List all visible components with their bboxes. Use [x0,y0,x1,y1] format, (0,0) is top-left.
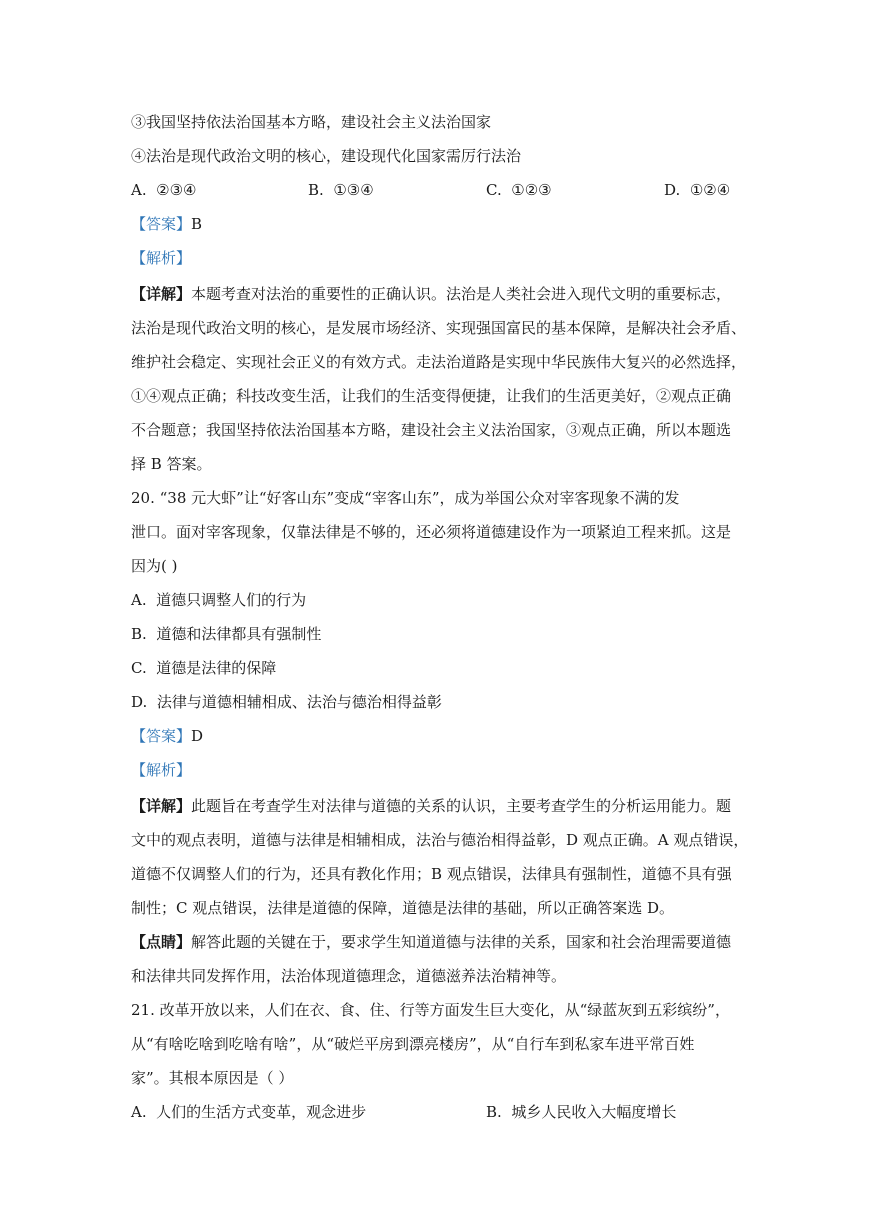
q20-detail-line: 【详解】此题旨在考查学生对法律与道德的关系的认识，主要考查学生的分析运用能力。题 [131,797,732,815]
q19-option-d: D. ①②④ [664,181,731,199]
q20-option-b: B. 道德和法律都具有强制性 [131,625,322,643]
q19-detail-line: 维护社会稳定、实现社会正义的有效方式。走法治道路是实现中华民族伟大复兴的必然选择， [131,353,747,371]
q21-option-b: B. 城乡人民收入大幅度增长 [486,1103,677,1121]
q19-answer [131,214,202,234]
q19-item-4: ④法治是现代政治文明的核心，建设现代化国家需厉行法治 [131,147,522,165]
q20-option-d: D. 法律与道德相辅相成、法治与德治相得益彰 [131,693,442,711]
q21-stem-line: 21. 改革开放以来，人们在衣、食、住、行等方面发生巨大变化，从“绿蓝灰到五彩缤纷”， [131,1001,730,1019]
q21-stem-line: 从“有啥吃啥到吃啥有啥”，从“破烂平房到漂亮楼房”，从“自行车到私家车进平常百姓 [131,1035,695,1053]
q20-answer [131,726,203,746]
detail-tag: 【详解】 [131,285,192,303]
q20-option-c: C. 道德是法律的保障 [131,659,277,677]
q20-stem-line: 因为( ) [131,557,178,575]
q19-option-c: C. ①②③ [486,181,552,199]
q20-stem-line: 20. “38 元大虾”让“好客山东”变成“宰客山东”，成为举国公众对宰客现象不满的发 [131,489,680,507]
q20-point-line: 和法律共同发挥作用，法治体现道德理念，道德滋养法治精神等。 [131,967,567,985]
q19-detail-line: 【详解】本题考查对法治的重要性的正确认识。法治是人类社会进入现代文明的重要标志， [131,285,732,303]
analysis-tag: 【解析】 [131,761,192,779]
q19-detail-line: ①④观点正确；科技改变生活，让我们的生活变得便捷，让我们的生活更美好，②观点正确 [131,387,732,405]
q21-stem-line: 家”。其根本原因是（ ） [131,1069,294,1087]
answer-value: B [191,215,203,233]
q19-option-a: A. ②③④ [131,181,197,199]
q20-detail-line: 制性；C 观点错误，法律是道德的保障，道德是法律的基础，所以正确答案选 D。 [131,899,675,917]
q20-stem-line: 泄口。面对宰客现象，仅靠法律是不够的，还必须将道德建设作为一项紧迫工程来抓。这是 [131,523,732,541]
q19-option-b: B. ①③④ [308,181,374,199]
q21-option-a: A. 人们的生活方式变革，观念进步 [131,1103,367,1121]
answer-tag: 【答案】 [131,215,192,233]
q19-detail-line: 不合题意；我国坚持依法治国基本方略，建设社会主义法治国家，③观点正确，所以本题选 [131,421,732,439]
answer-value: D [191,727,204,745]
q19-item-3: ③我国坚持依法治国基本方略，建设社会主义法治国家 [131,113,492,131]
q19-analysis [131,248,191,268]
q20-option-a: A. 道德只调整人们的行为 [131,591,307,609]
q20-detail-line: 文中的观点表明，道德与法律是相辅相成，法治与德治相得益彰，D 观点正确。A 观点错误， [131,831,749,849]
analysis-tag: 【解析】 [131,249,192,267]
answer-tag: 【答案】 [131,727,192,745]
q20-analysis [131,760,191,780]
point-tag: 【点睛】 [131,933,192,951]
q19-detail-line: 法治是现代政治文明的核心，是发展市场经济、实现强国富民的基本保障，是解决社会矛盾、 [131,319,747,337]
q20-point-line: 【点睛】解答此题的关键在于，要求学生知道道德与法律的关系，国家和社会治理需要道德 [131,933,732,951]
q20-detail-line: 道德不仅调整人们的行为，还具有教化作用；B 观点错误，法律具有强制性，道德不具有强 [131,865,732,883]
q19-detail-line: 择 B 答案。 [131,455,212,473]
detail-tag: 【详解】 [131,797,192,815]
